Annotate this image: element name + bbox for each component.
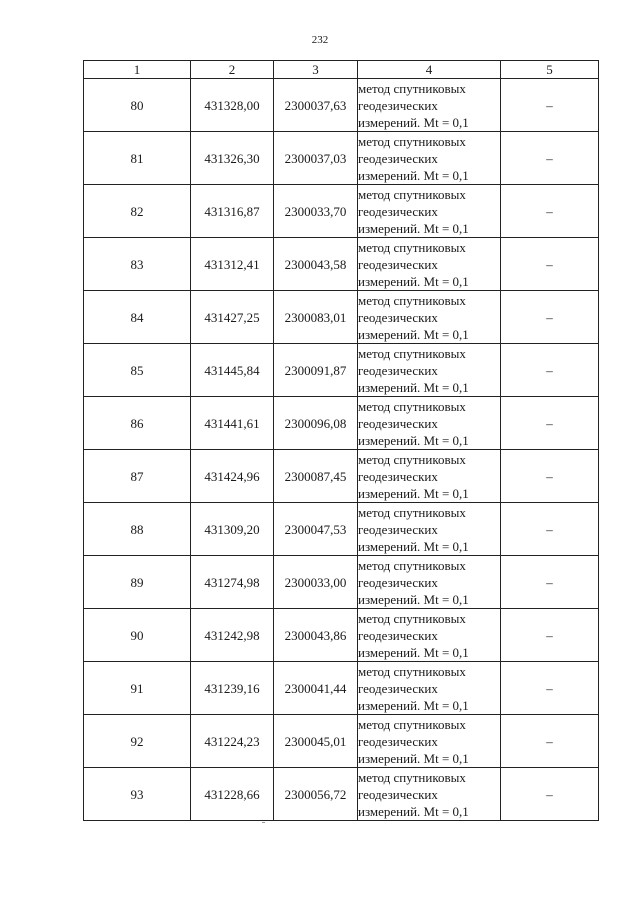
method-text-line1: метод спутниковых <box>358 345 466 361</box>
coordinate-y-cell: 2300041,44 <box>274 662 358 715</box>
method-text-line2: геодезических <box>358 203 438 219</box>
point-number-cell: 93 <box>84 768 191 821</box>
method-cell <box>358 344 501 397</box>
table-row <box>84 344 599 397</box>
method-text-line1: метод спутниковых <box>358 451 466 467</box>
table-row <box>84 503 599 556</box>
method-text-line2: геодезических <box>358 733 438 749</box>
method-text-line3: измерений. Mt = 0,1 <box>358 273 469 289</box>
coordinate-y-cell: 2300083,01 <box>274 291 358 344</box>
method-text-line3: измерений. Mt = 0,1 <box>358 750 469 766</box>
coordinate-x-cell: 431328,00 <box>191 79 274 132</box>
coordinate-y-cell: 2300096,08 <box>274 397 358 450</box>
method-text-line2: геодезических <box>358 680 438 696</box>
coordinate-x-cell: 431427,25 <box>191 291 274 344</box>
coordinate-x-cell: 431274,98 <box>191 556 274 609</box>
method-cell <box>358 715 501 768</box>
method-text-line1: метод спутниковых <box>358 239 466 255</box>
table-row <box>84 609 599 662</box>
table-row <box>84 79 599 132</box>
method-cell <box>358 662 501 715</box>
header-col-1: 1 <box>84 61 191 79</box>
table-row <box>84 132 599 185</box>
description-cell: – <box>501 344 599 397</box>
method-cell <box>358 768 501 821</box>
page-number: 232 <box>311 34 329 46</box>
method-text-line2: геодезических <box>358 256 438 272</box>
table-row <box>84 715 599 768</box>
point-number-cell: 85 <box>84 344 191 397</box>
table-row <box>84 397 599 450</box>
table-row <box>84 185 599 238</box>
method-text-line3: измерений. Mt = 0,1 <box>358 538 469 554</box>
coordinate-y-cell: 2300033,00 <box>274 556 358 609</box>
point-number-cell: 91 <box>84 662 191 715</box>
header-col-2: 2 <box>191 61 274 79</box>
coordinate-y-cell: 2300037,03 <box>274 132 358 185</box>
method-text-line2: геодезических <box>358 627 438 643</box>
header-col-4: 4 <box>358 61 501 79</box>
coordinate-x-cell: 431239,16 <box>191 662 274 715</box>
coordinate-x-cell: 431228,66 <box>191 768 274 821</box>
point-number-cell: 84 <box>84 291 191 344</box>
method-text-line2: геодезических <box>358 468 438 484</box>
method-cell <box>358 450 501 503</box>
method-text-line3: измерений. Mt = 0,1 <box>358 220 469 236</box>
method-cell <box>358 185 501 238</box>
method-text-line2: геодезических <box>358 362 438 378</box>
method-text-line2: геодезических <box>358 574 438 590</box>
point-number-cell: 89 <box>84 556 191 609</box>
method-text-line1: метод спутниковых <box>358 557 466 573</box>
method-text-line1: метод спутниковых <box>358 769 466 785</box>
coordinate-y-cell: 2300047,53 <box>274 503 358 556</box>
method-cell <box>358 609 501 662</box>
table-header-row <box>84 61 599 79</box>
method-text-line3: измерений. Mt = 0,1 <box>358 485 469 501</box>
coordinate-x-cell: 431316,87 <box>191 185 274 238</box>
method-text-line1: метод спутниковых <box>358 186 466 202</box>
point-number-cell: 83 <box>84 238 191 291</box>
method-text-line1: метод спутниковых <box>358 504 466 520</box>
coordinate-y-cell: 2300056,72 <box>274 768 358 821</box>
coordinate-y-cell: 2300087,45 <box>274 450 358 503</box>
point-number-cell: 90 <box>84 609 191 662</box>
coordinate-x-cell: 431242,98 <box>191 609 274 662</box>
method-text-line2: геодезических <box>358 521 438 537</box>
method-text-line1: метод спутниковых <box>358 398 466 414</box>
method-text-line2: геодезических <box>358 97 438 113</box>
method-text-line3: измерений. Mt = 0,1 <box>358 326 469 342</box>
coordinate-y-cell: 2300091,87 <box>274 344 358 397</box>
method-text-line1: метод спутниковых <box>358 80 466 96</box>
method-cell <box>358 397 501 450</box>
table-row <box>84 450 599 503</box>
description-cell: – <box>501 450 599 503</box>
description-cell: – <box>501 609 599 662</box>
method-text-line3: измерений. Mt = 0,1 <box>358 167 469 183</box>
point-number-cell: 86 <box>84 397 191 450</box>
description-cell: – <box>501 715 599 768</box>
description-cell: – <box>501 556 599 609</box>
point-number-cell: 87 <box>84 450 191 503</box>
description-cell: – <box>501 662 599 715</box>
method-text-line3: измерений. Mt = 0,1 <box>358 114 469 130</box>
point-number-cell: 82 <box>84 185 191 238</box>
header-col-3: 3 <box>274 61 358 79</box>
description-cell: – <box>501 238 599 291</box>
description-cell: – <box>501 291 599 344</box>
method-text-line2: геодезических <box>358 786 438 802</box>
description-cell: – <box>501 397 599 450</box>
point-number-cell: 81 <box>84 132 191 185</box>
method-cell <box>358 503 501 556</box>
method-text-line3: измерений. Mt = 0,1 <box>358 379 469 395</box>
description-cell: – <box>501 132 599 185</box>
description-cell: – <box>501 79 599 132</box>
method-text-line2: геодезических <box>358 309 438 325</box>
method-text-line1: метод спутниковых <box>358 663 466 679</box>
table-row <box>84 291 599 344</box>
description-cell: – <box>501 768 599 821</box>
coordinate-x-cell: 431224,23 <box>191 715 274 768</box>
coordinate-y-cell: 2300045,01 <box>274 715 358 768</box>
method-text-line1: метод спутниковых <box>358 133 466 149</box>
table-row <box>84 662 599 715</box>
coordinate-y-cell: 2300037,63 <box>274 79 358 132</box>
method-cell <box>358 556 501 609</box>
table-row <box>84 768 599 821</box>
coordinate-x-cell: 431445,84 <box>191 344 274 397</box>
method-text-line3: измерений. Mt = 0,1 <box>358 591 469 607</box>
method-cell <box>358 132 501 185</box>
coordinate-x-cell: 431441,61 <box>191 397 274 450</box>
coordinate-x-cell: 431312,41 <box>191 238 274 291</box>
point-number-cell: 80 <box>84 79 191 132</box>
method-text-line3: измерений. Mt = 0,1 <box>358 697 469 713</box>
method-text-line1: метод спутниковых <box>358 716 466 732</box>
coordinate-x-cell: 431326,30 <box>191 132 274 185</box>
coordinate-x-cell: 431309,20 <box>191 503 274 556</box>
coordinate-y-cell: 2300043,86 <box>274 609 358 662</box>
method-text-line1: метод спутниковых <box>358 292 466 308</box>
point-number-cell: 92 <box>84 715 191 768</box>
coordinate-y-cell: 2300043,58 <box>274 238 358 291</box>
method-cell <box>358 79 501 132</box>
method-text-line2: геодезических <box>358 150 438 166</box>
table-row <box>84 238 599 291</box>
method-text-line1: метод спутниковых <box>358 610 466 626</box>
description-cell: – <box>501 185 599 238</box>
table-row <box>84 556 599 609</box>
coordinates-table <box>83 60 599 821</box>
coordinate-x-cell: 431424,96 <box>191 450 274 503</box>
method-text-line3: измерений. Mt = 0,1 <box>358 803 469 819</box>
point-number-cell: 88 <box>84 503 191 556</box>
method-cell <box>358 291 501 344</box>
method-text-line3: измерений. Mt = 0,1 <box>358 432 469 448</box>
coordinate-y-cell: 2300033,70 <box>274 185 358 238</box>
method-text-line3: измерений. Mt = 0,1 <box>358 644 469 660</box>
method-text-line2: геодезических <box>358 415 438 431</box>
description-cell: – <box>501 503 599 556</box>
table-body <box>84 79 599 821</box>
method-cell <box>358 238 501 291</box>
header-col-5: 5 <box>501 61 599 79</box>
scan-mark <box>262 822 265 823</box>
